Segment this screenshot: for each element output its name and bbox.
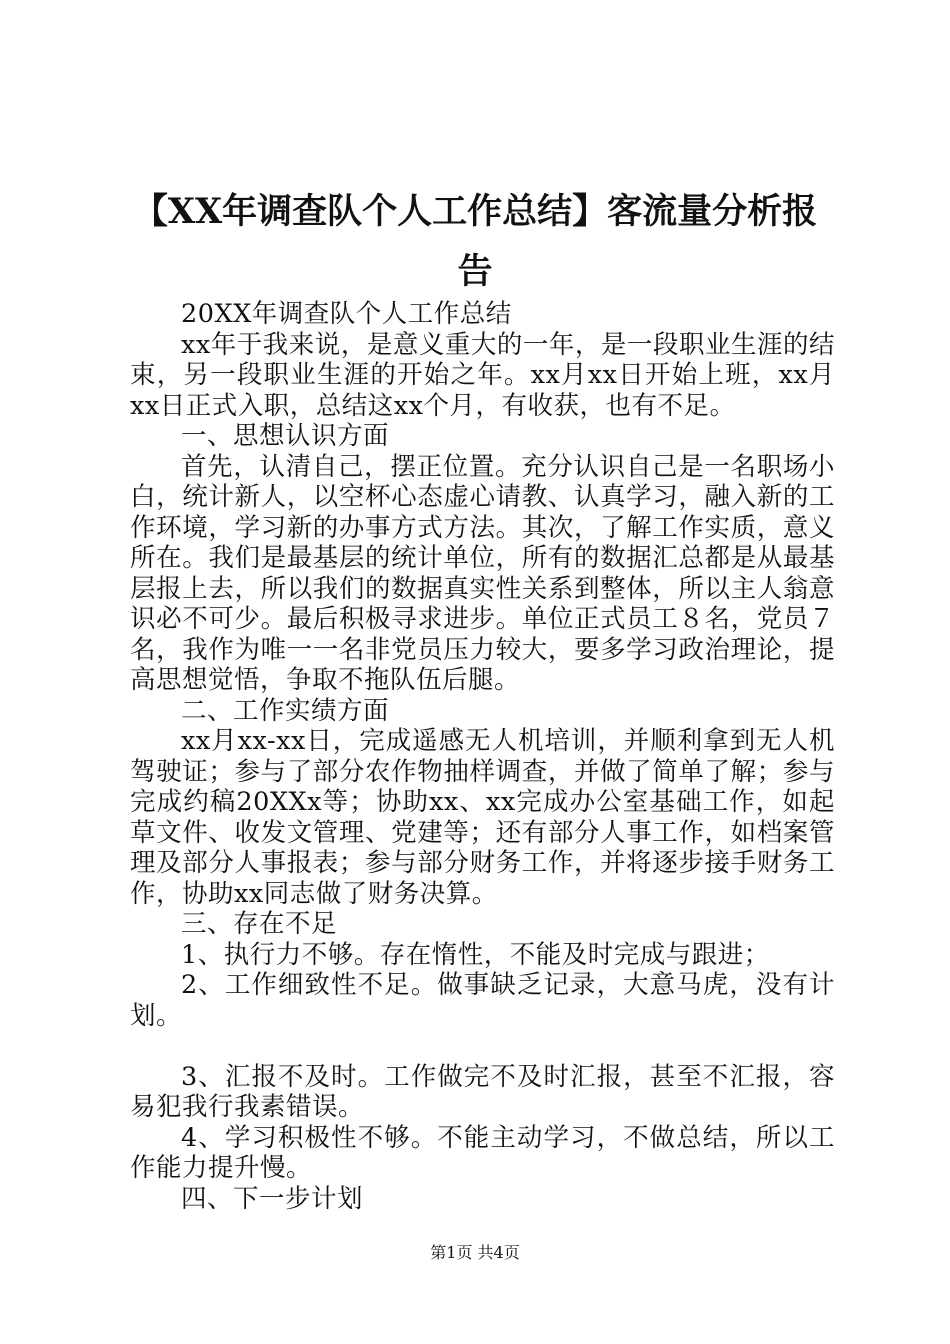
document-title: 【XX年调查队个人工作总结】客流量分析报告 — [132, 191, 818, 292]
section-heading-3: 三、存在不足 — [181, 909, 338, 939]
list-item-4: 4、学习积极性不够。不能主动学习，不做总结，所以工作能力提升慢。 — [130, 1122, 835, 1183]
section-heading-4: 四、下一步计划 — [181, 1183, 364, 1214]
paragraph-section-2: xx月xx-xx日，完成遥感无人机培训，并顺利拿到无人机驾驶证；参与了部分农作物抽样调查，并做了简单了解；参与完成约稿20XXx等；协助xx、xx完成办公室基础工作，如起草文件、收发文管理、党建等；还有部分人事工作，如档案管理及部分人事报表；参与部分财务工作，并将逐步接手财务工作，协助xx同志做了财务决算。 — [130, 726, 835, 909]
section-heading-1: 一、思想认识方面 — [181, 421, 390, 451]
document-body — [130, 299, 835, 1214]
page-footer: 第1页 共4页 — [430, 1243, 520, 1262]
paragraph-subtitle: 20XX年调查队个人工作总结 — [181, 299, 512, 329]
paragraph-section-1: 首先，认清自己，摆正位置。充分认识自己是一名职场小白，统计新人，以空杯心态虚心请教、认真学习，融入新的工作环境，学习新的办事方式方法。其次，了解工作实质，意义所在。我们是最基层的统计单位，所有的数据汇总都是从最基层报上去，所以我们的数据真实性关系到整体，所以主人翁意识必不可少。最后积极寻求进步。单位正式员工８名，党员７名，我作为唯一一名非党员压力较大，要多学习政治理论，提高思想觉悟，争取不拖队伍后腿。 — [130, 451, 835, 695]
section-heading-2: 二、工作实绩方面 — [181, 695, 390, 726]
paragraph-intro: xx年于我来说，是意义重大的一年，是一段职业生涯的结束，另一段职业生涯的开始之年。xx月xx日开始上班，xx月xx日正式入职，总结这xx个月，有收获，也有不足。 — [130, 329, 835, 421]
list-item-1: 1、执行力不够。存在惰性，不能及时完成与跟进； — [181, 939, 770, 970]
list-item-3: 3、汇报不及时。工作做完不及时汇报，甚至不汇报，容易犯我行我素错误。 — [130, 1061, 835, 1122]
list-item-2: 2、工作细致性不足。做事缺乏记录，大意马虎，没有计划。 — [130, 970, 835, 1031]
blank-line — [130, 1031, 835, 1062]
